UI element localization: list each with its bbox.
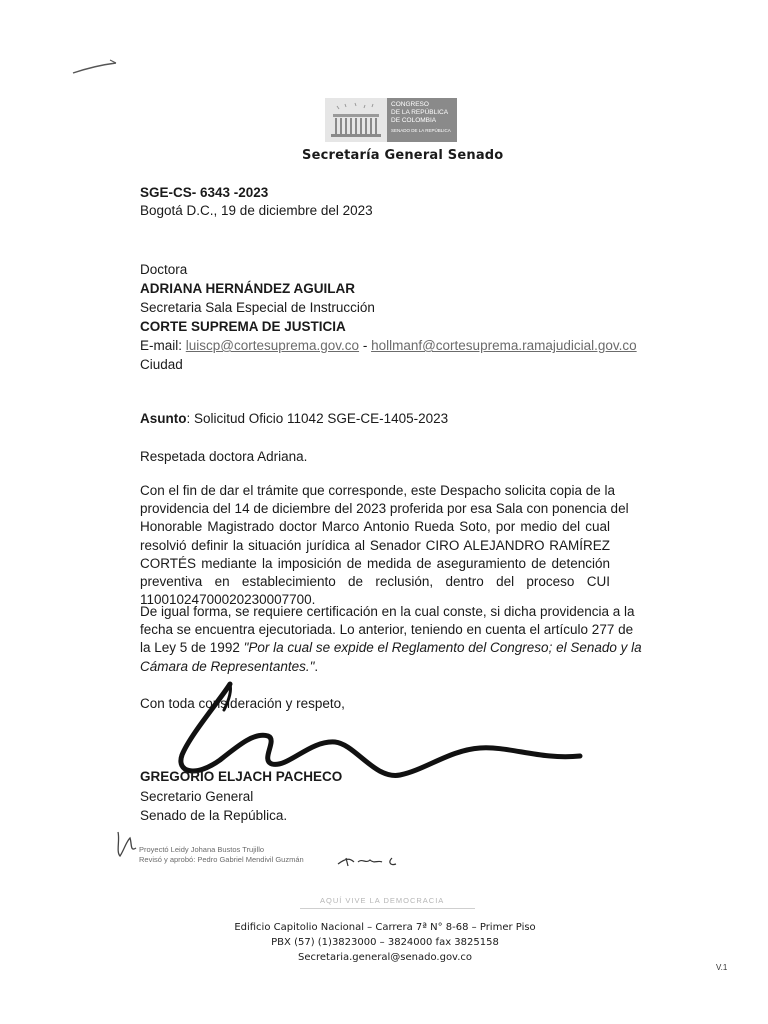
paragraph-line: De igual forma, se requiere certificación en la cual conste, si dicha providencia a la <box>140 604 635 619</box>
email-line <box>140 337 637 355</box>
city: Ciudad <box>140 357 183 372</box>
recipient-name: ADRIANA HERNÁNDEZ AGUILAR <box>140 281 355 296</box>
congress-logo <box>325 98 460 142</box>
version-label: V.1 <box>716 963 728 972</box>
signatory-position: Secretario General <box>140 789 254 804</box>
body-paragraph-1 <box>140 482 629 609</box>
paragraph-line: Cámara de Representantes.". <box>140 658 319 674</box>
recipient-position: Secretaria Sala Especial de Instrucción <box>140 300 375 315</box>
signatory-organization: Senado de la República. <box>140 808 288 823</box>
paragraph-line: 11001024700020230007700. <box>140 592 316 608</box>
paragraph-line: la Ley 5 de 1992 "Por la cual se expide el Reglamento del Congreso; el Senado y la <box>140 640 642 656</box>
paragraph-line: preventiva en establecimiento de reclusión, dentro del proceso CUI <box>140 574 610 590</box>
subject-line <box>140 410 448 428</box>
signatory-name: GREGORIO ELJACH PACHECO <box>140 769 343 784</box>
office-heading: Secretaría General Senado <box>302 148 504 163</box>
greeting: Respetada doctora Adriana. <box>140 449 308 464</box>
paragraph-line: providencia del 14 de diciembre del 2023 proferida por esa Sala con ponencia del <box>140 501 629 517</box>
prepared-by: Proyectó Leidy Johana Bustos Trujillo <box>139 845 265 854</box>
paragraph-line: CORTÉS mediante la imposición de medida de aseguramiento de detención <box>140 555 610 571</box>
salutation-title: Doctora <box>140 262 188 277</box>
email-link-2[interactable]: hollmanf@cortesuprema.ramajudicial.gov.co <box>371 338 637 353</box>
email-label: E-mail: <box>140 338 183 353</box>
paragraph-line: Honorable Magistrado doctor Marco Antonio Rueda Soto, por medio del cual <box>140 519 610 535</box>
place-date: Bogotá D.C., 19 de diciembre del 2023 <box>140 203 373 218</box>
drafting-credits <box>139 845 304 865</box>
paragraph-line: fecha se encuentra ejecutoriada. Lo anterior, teniendo en cuenta el artículo 277 de <box>140 622 634 638</box>
capitol-building-icon <box>325 98 387 142</box>
footer-slogan: AQUÍ VIVE LA DEMOCRACIA <box>320 896 445 905</box>
logo-text: CONGRESO DE LA REPÚBLICA DE COLOMBIA SENADO DE LA REPÚBLICA <box>387 98 457 142</box>
recipient-organization: CORTE SUPREMA DE JUSTICIA <box>140 319 346 334</box>
email-separator: - <box>359 338 372 353</box>
footer-address: Edificio Capitolio Nacional – Carrera 7ª N° 8-68 – Primer Piso <box>234 922 536 933</box>
footer-divider <box>300 908 475 909</box>
reviewer-initials-icon <box>336 852 406 870</box>
paragraph-line: resolvió definir la situación jurídica al Senador CIRO ALEJANDRO RAMÍREZ <box>140 537 610 553</box>
email-link-1[interactable]: luiscp@cortesuprema.gov.co <box>185 338 360 353</box>
reference-number: SGE-CS- 6343 -2023 <box>140 185 269 200</box>
subject-text: : Solicitud Oficio 11042 SGE-CE-1405-2023 <box>186 411 449 426</box>
subject-label: Asunto <box>140 411 187 426</box>
paragraph-line: Con el fin de dar el trámite que corresponde, este Despacho solicita copia de la <box>140 483 616 498</box>
initials-mark-icon <box>112 830 142 860</box>
footer-phone: PBX (57) (1)3823000 – 3824000 fax 3825158 <box>271 937 499 948</box>
closing: Con toda consideración y respeto, <box>140 696 345 711</box>
body-paragraph-2 <box>140 603 642 676</box>
reviewed-by: Revisó y aprobó: Pedro Gabriel Mendivil Guzmán <box>139 855 304 864</box>
footer-email: Secretaria.general@senado.gov.co <box>298 952 472 963</box>
pen-mark-icon <box>70 55 120 77</box>
